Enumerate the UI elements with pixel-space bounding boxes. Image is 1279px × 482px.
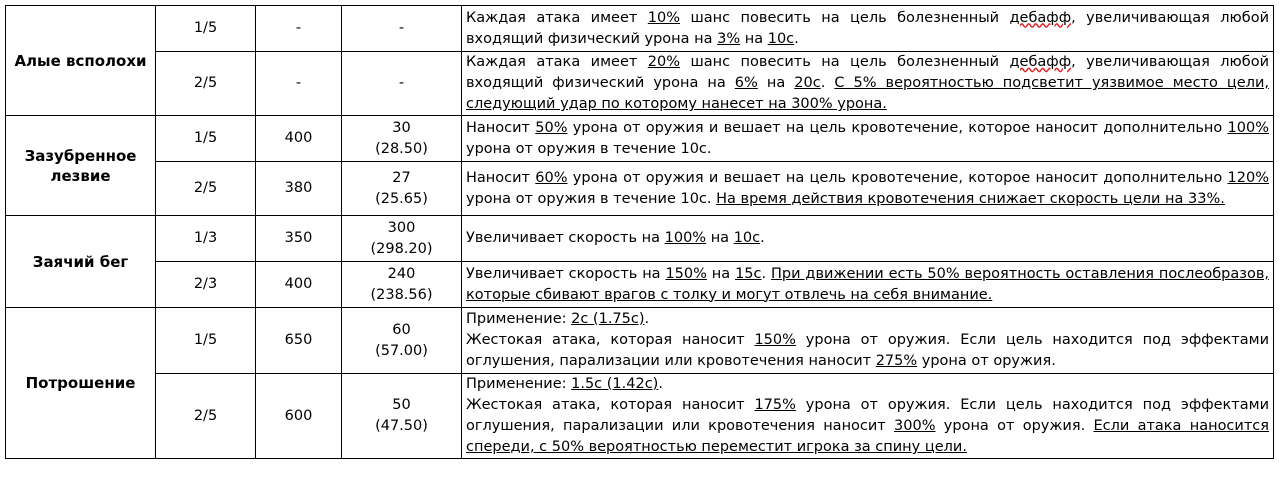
skill-cooldown-line: 240 (387, 265, 416, 282)
description-text: С 5% вероятностью подсветит уязвимое место цели, следующий удар по которому нанесет на 300% урона. (466, 75, 1269, 112)
skill-level: 2/5 (193, 75, 218, 91)
skill-cooldown-cell (342, 216, 462, 262)
skill-description-cell (462, 162, 1274, 216)
description-text: . (761, 265, 771, 282)
description-text: 150% (665, 265, 707, 282)
table-row (6, 162, 1274, 216)
skill-value-cell (256, 52, 342, 116)
description-text: 120% (1227, 169, 1269, 186)
skill-cooldown-line: 30 (392, 119, 411, 136)
skill-value: - (295, 75, 302, 91)
description-text: на (757, 75, 795, 91)
skill-name: Заячий бег (32, 252, 129, 271)
skills-table-body (6, 6, 1274, 459)
skill-description-cell (462, 262, 1274, 308)
skill-value-cell (256, 6, 342, 52)
skill-value: 350 (284, 230, 313, 246)
description-text: 2с (1.75с) (571, 311, 645, 327)
table-row (6, 116, 1274, 162)
skill-cooldown-line: (57.00) (375, 342, 428, 359)
skill-level: 2/5 (193, 180, 218, 196)
description-text: 275% (875, 353, 918, 369)
skill-name: Зазубренное лезвие (24, 146, 137, 185)
description-text: урона от оружия. Если цель находится под эффектами оглушения, парализации или кровотечения наносит (466, 332, 1270, 369)
skill-cooldown-line: (298.20) (370, 240, 433, 257)
description-text: 1.5с (1.42с) (571, 376, 659, 392)
description-text: 10с (733, 230, 761, 246)
skill-name-cell (6, 6, 156, 116)
description-text: 300% (894, 418, 936, 434)
description-text: 20% (647, 54, 681, 70)
description-text: 6% (734, 75, 758, 91)
skill-value-cell (256, 308, 342, 374)
description-text: урона от оружия. (917, 353, 1056, 369)
skill-cooldown-cell (342, 52, 462, 116)
description-text: 15с (735, 265, 762, 282)
description-text: дебафф (1009, 9, 1072, 26)
skill-cooldown-line: 50 (392, 397, 411, 413)
skill-value-cell (256, 116, 342, 162)
description-text: . (760, 230, 765, 246)
skill-value-cell (256, 162, 342, 216)
skill-cooldown-line: 300 (387, 219, 416, 236)
description-text: , увеличивающая любой входящий физический урона на (466, 9, 1269, 47)
skill-cooldown: - (398, 75, 405, 91)
skill-cooldown-line: 60 (392, 321, 411, 338)
description-text: Наносит (466, 169, 536, 186)
skill-cooldown-cell (342, 262, 462, 308)
description-text: Если атака наносится спереди, с 50% вероятностью переместит игрока за спину цели. (466, 418, 1269, 455)
skill-level: 1/5 (193, 332, 218, 348)
description-text: . (820, 75, 835, 91)
description-text: на (706, 265, 736, 282)
skill-description-cell (462, 52, 1274, 116)
description-text: 20с (794, 75, 821, 91)
skill-value: 400 (284, 130, 313, 146)
skill-level-cell (156, 52, 256, 116)
skill-cooldown-line: 27 (392, 169, 411, 186)
skill-cooldown-cell (342, 116, 462, 162)
skill-cooldown: - (398, 20, 405, 36)
skill-value: 650 (284, 332, 313, 348)
skill-cooldown-line: (25.65) (375, 190, 428, 207)
description-text: 100% (1227, 119, 1269, 136)
description-text: . (794, 30, 799, 47)
description-text: 3% (717, 30, 741, 47)
description-text: 10с (767, 30, 795, 47)
table-row (6, 374, 1274, 459)
description-text: Увеличивает скорость на (466, 265, 666, 282)
skill-level: 1/3 (193, 230, 218, 246)
description-text: урона от оружия в течение 10с. (466, 190, 717, 207)
skill-level: 1/5 (193, 130, 218, 146)
description-text: 60% (535, 169, 568, 186)
skill-description-cell (462, 308, 1274, 374)
skill-cooldown-line: (238.56) (370, 286, 433, 303)
table-row (6, 6, 1274, 52)
description-text: 175% (754, 397, 796, 413)
description-text: урона от оружия. (935, 418, 1094, 434)
skill-level-cell (156, 308, 256, 374)
description-text: . (658, 376, 663, 392)
description-text: При движении есть 50% вероятность оставления послеобразов, которые сбивают врагов с толку и могут отвлечь на себя внимание. (466, 265, 1269, 303)
skill-value: 600 (284, 407, 313, 424)
description-text: Применение: (466, 376, 572, 392)
description-text: 150% (754, 332, 796, 348)
skill-cooldown-cell (342, 308, 462, 374)
description-text: Увеличивает скорость на (466, 230, 665, 246)
skill-cooldown-cell (342, 374, 462, 459)
skill-description-cell (462, 374, 1274, 459)
skill-level-cell (156, 116, 256, 162)
skill-value-cell (256, 262, 342, 308)
description-text: шанс повесить на цель болезненный (680, 9, 1010, 26)
description-text: 10% (647, 9, 681, 26)
skills-table (5, 5, 1274, 459)
skill-value: 380 (284, 180, 313, 196)
skill-level: 2/5 (193, 407, 218, 424)
skill-value: - (295, 20, 302, 36)
skill-level: 2/3 (193, 276, 218, 292)
description-text: урона от оружия и вешает на цель кровотечение, которое наносит дополнительно (567, 169, 1228, 186)
skill-description-cell (462, 116, 1274, 162)
table-row (6, 52, 1274, 116)
description-text: . (644, 311, 650, 327)
skill-name-cell (6, 308, 156, 459)
description-text: Каждая атака имеет (466, 54, 648, 70)
description-text: дебафф (1009, 54, 1072, 70)
description-text: шанс повесить на цель болезненный (680, 54, 1010, 70)
skill-description-cell (462, 216, 1274, 262)
skill-name: Алые всполохи (14, 51, 147, 70)
skill-value-cell (256, 216, 342, 262)
description-text: урона от оружия и вешает на цель кровотечение, которое наносит дополнительно (567, 119, 1228, 136)
skill-level-cell (156, 216, 256, 262)
description-text: урона от оружия в течение 10с. (466, 140, 712, 157)
description-text: 100% (664, 230, 707, 246)
skill-level: 1/5 (193, 20, 218, 36)
skill-description-cell (462, 6, 1274, 52)
skill-level-cell (156, 162, 256, 216)
skill-cooldown-cell (342, 6, 462, 52)
skill-value-cell (256, 374, 342, 459)
skill-name-cell (6, 116, 156, 216)
description-text: Каждая атака имеет (466, 9, 648, 26)
table-row (6, 308, 1274, 374)
skill-value: 400 (284, 276, 313, 292)
skill-level-cell (156, 262, 256, 308)
skill-cooldown-line: (47.50) (375, 418, 428, 434)
skill-cooldown-cell (342, 162, 462, 216)
skill-level-cell (156, 374, 256, 459)
skill-name: Потрошение (25, 374, 136, 392)
description-text: Наносит (466, 119, 536, 136)
description-text: на (706, 230, 734, 246)
table-row (6, 216, 1274, 262)
description-text: Жестокая атака, которая наносит (466, 397, 755, 413)
skill-name-cell (6, 216, 156, 308)
description-text: Применение: (466, 311, 572, 327)
description-text: на (740, 30, 768, 47)
description-text: урона от оружия. Если цель находится под эффектами оглушения, парализации или кровотечения наносит (466, 397, 1270, 434)
table-row (6, 262, 1274, 308)
description-text: Жестокая атака, которая наносит (466, 332, 755, 348)
skill-cooldown-line: (28.50) (375, 140, 428, 157)
description-text: На время действия кровотечения снижает скорость цели на 33%. (716, 190, 1225, 207)
description-text: , увеличивающая любой входящий физический урона на (466, 54, 1269, 91)
skill-level-cell (156, 6, 256, 52)
description-text: 50% (535, 119, 568, 136)
